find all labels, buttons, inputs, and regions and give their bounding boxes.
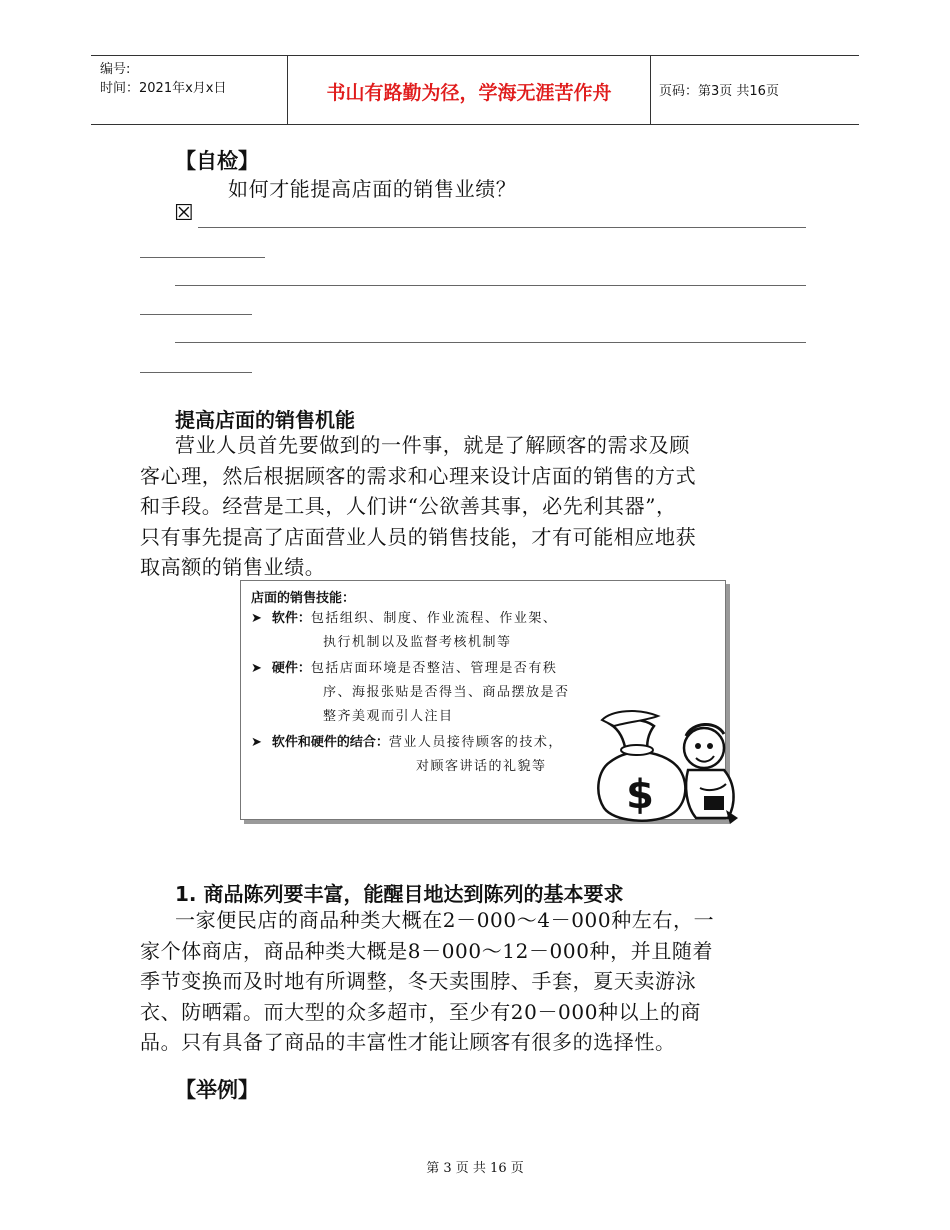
section-title: 1. 商品陈列要丰富，能醒目地达到陈列的基本要求 — [175, 882, 624, 906]
arrow-bullet-icon: ➤ — [251, 611, 262, 626]
skill-desc-cont: 序、海报张贴是否得当、商品摆放是否 — [323, 685, 570, 700]
number-label: 编号: — [100, 62, 131, 77]
self-check-heading: 【自检】 — [175, 149, 259, 173]
skill-item-software — [251, 607, 557, 631]
skill-desc: 营业人员接待顾客的技术， — [388, 735, 563, 750]
section-title: 提高店面的销售机能 — [175, 408, 355, 432]
skill-item-hardware — [251, 657, 557, 681]
header-divider — [650, 56, 651, 124]
self-check-question: 如何才能提高店面的销售业绩？ — [228, 177, 517, 201]
money-bag-illustration — [588, 700, 743, 826]
paragraph-line: 衣、防晒霜。而大型的众多超市，至少有20－000种以上的商 — [140, 999, 702, 1024]
section-paragraph — [140, 430, 820, 583]
answer-line — [140, 372, 252, 373]
arrow-bullet-icon: ➤ — [251, 661, 262, 676]
arrow-bullet-icon: ➤ — [251, 735, 262, 750]
paragraph-line: 客心理，然后根据顾客的需求和心理来设计店面的销售的方式 — [140, 463, 697, 488]
paragraph-line: 只有事先提高了店面营业人员的销售技能，才有可能相应地获 — [140, 524, 697, 549]
paragraph-line: 和手段。经营是工具，人们讲“公欲善其事，必先利其器”， — [140, 494, 677, 518]
paragraph-line: 营业人员首先要做到的一件事，就是了解顾客的需求及顾 — [175, 433, 690, 457]
header-meta — [100, 60, 226, 98]
skill-item-combined — [251, 731, 563, 755]
answer-line — [198, 227, 806, 228]
skill-label: 软件和硬件的结合： — [271, 735, 389, 750]
skill-desc: 包括组织、制度、作业流程、作业架、 — [310, 611, 558, 626]
dollar-sign-icon: $ — [626, 772, 654, 818]
paragraph-line: 家个体商店，商品种类大概是8－000～12－000种，并且随着 — [140, 938, 714, 963]
header-page-label: 页码：第3页 共16页 — [659, 84, 779, 99]
paragraph-line: 取高额的销售业绩。 — [140, 555, 326, 579]
paragraph-line: 季节变换而及时地有所调整，冬天卖围脖、手套，夏天卖游泳 — [140, 969, 697, 993]
answer-line — [175, 342, 806, 343]
answer-line — [140, 257, 265, 258]
time-label: 时间：2021年x月x日 — [100, 81, 227, 96]
skill-label: 硬件： — [271, 661, 311, 676]
section-paragraph — [140, 905, 820, 1058]
example-heading: 【举例】 — [175, 1078, 259, 1102]
page-footer: 第 3 页 共 16 页 — [426, 1161, 524, 1176]
skill-desc: 包括店面环境是否整洁、管理是否有秩 — [310, 661, 558, 676]
page-header — [91, 55, 859, 125]
checkbox-icon: ☒ — [174, 201, 194, 226]
paragraph-line: 一家便民店的商品种类大概在2－000～4－000种左右，一 — [175, 908, 715, 932]
skill-desc-cont: 执行机制以及监督考核机制等 — [323, 635, 512, 650]
answer-line — [140, 314, 252, 315]
skill-desc-cont: 整齐美观而引人注目 — [323, 709, 454, 724]
skill-desc-cont: 对顾客讲话的礼貌等 — [416, 759, 547, 774]
paragraph-line: 品。只有具备了商品的丰富性才能让顾客有很多的选择性。 — [140, 1030, 676, 1054]
callout-title: 店面的销售技能： — [251, 591, 356, 606]
header-motto: 书山有路勤为径，学海无涯苦作舟 — [326, 82, 612, 104]
skill-label: 软件： — [271, 611, 311, 626]
answer-line — [175, 285, 806, 286]
